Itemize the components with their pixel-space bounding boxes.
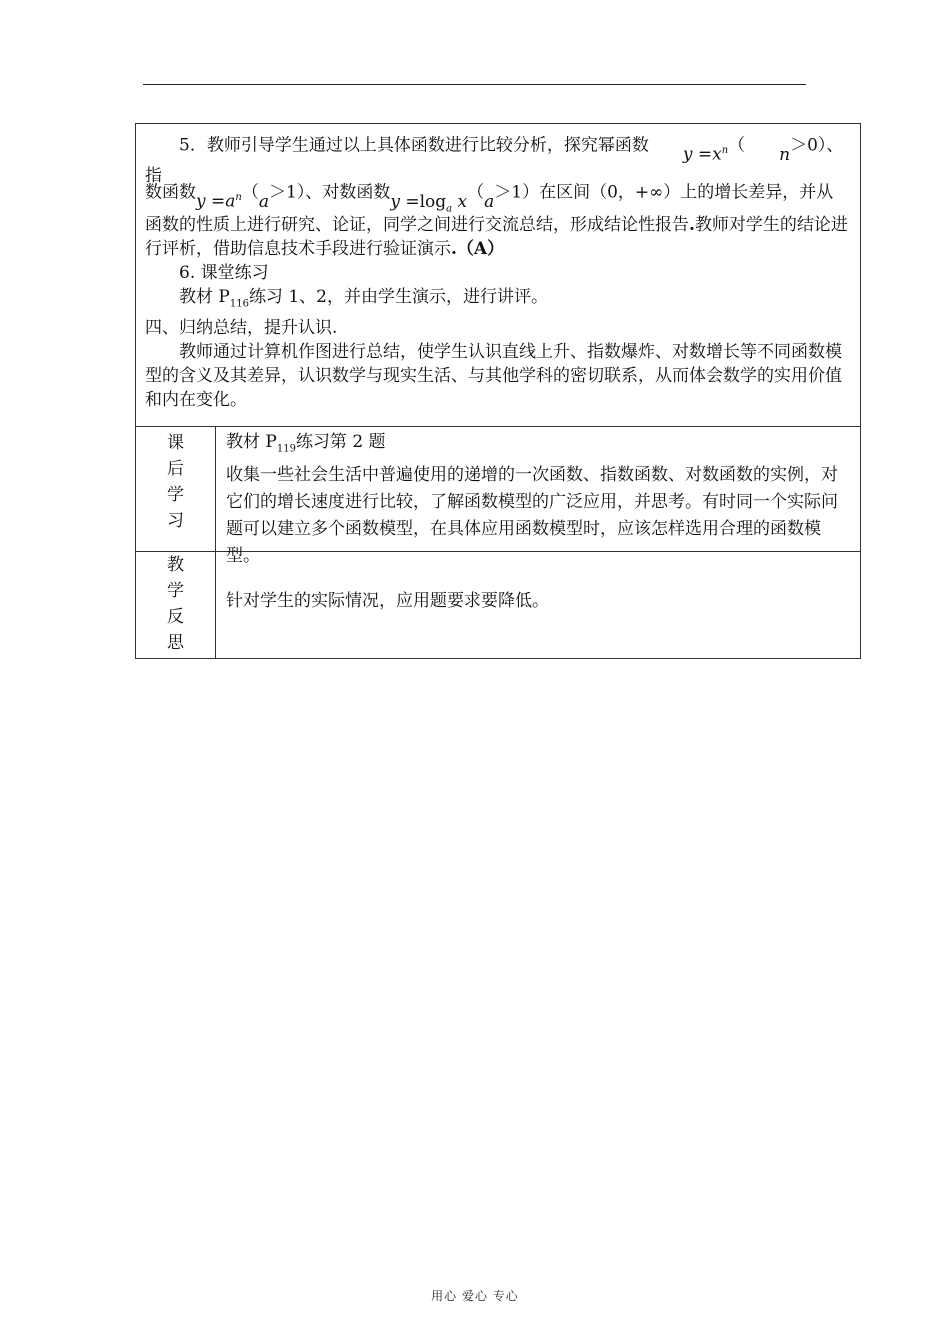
reflection-row <box>136 551 860 658</box>
power-condition: ＞0）、指 <box>145 135 844 186</box>
homework-content <box>216 427 860 567</box>
homework-row <box>136 426 860 567</box>
homework-description: 收集一些社会生活中普遍使用的递增的一次函数、指数函数、对数函数的实例，对它们的增长速度进行比较，了解函数模型的广泛应用，并思考。有时同一个实际问题可以建立多个函数模型，在具体应用函数模型时，应该怎样选用合理的函数模型。 <box>226 465 838 567</box>
step-6-body: 教材 $P_{116}$练习 1、2，并由学生演示，进行讲评。 <box>179 287 548 310</box>
step-5-text-3: 函数的性质上进行研究、论证，同学之间进行交流总结，形成结论性报告 <box>145 215 689 235</box>
homework-label: 课 后 学 习 <box>136 427 216 551</box>
reflection-label: 教 学 反 思 <box>136 552 216 658</box>
step-5-text-4: 教师对学生的结论进行评析，借助信息技术手段进行验证演示 <box>145 215 848 259</box>
section-4-title: 四、归纳总结，提升认识. <box>145 318 338 339</box>
page-footer: 用心 爱心 专心 <box>431 1289 519 1303</box>
step-5-text-1: 5．教师引导学生通过以上具体函数进行比较分析，探究幂函数 <box>179 135 649 156</box>
section-4-body: 教师通过计算机作图进行总结，使学生认识直线上升、指数爆炸、对数增长等不同函数模型的含义及其差异，认识数学与现实生活、与其他学科的密切联系，从而体会数学的实用价值和内在变化。 <box>145 342 842 411</box>
step-6-title: 6. 课堂练习 <box>179 263 269 283</box>
power-function-formula: $y =x^n$ <box>682 144 729 165</box>
header-rule <box>143 84 806 85</box>
step-5-line-2: 数函数$y =a^n(a>1)$、对数函数$y =\log_a$ x（a＞1）在区间（0，+∞）上的增长差异，并从 <box>145 169 852 213</box>
homework-assignment: 教材 $P_{119}$练习第 2 题 <box>226 432 386 455</box>
lesson-table <box>135 123 861 659</box>
lesson-steps-cell <box>136 124 860 426</box>
step-5-continued: 数函数$y =a^n(a>1)$、对数函数$y =\log_a$ x（a＞1）在区间（0，+∞）上的增长差异，并从 函数的性质上进行研究、论证，同学之间进行交流总结，形成结论性报告.教师对学生的结论进行评析，借助信息技术手段进行验证演示.（A） <box>145 169 852 261</box>
step-5-paragraph <box>145 127 852 186</box>
exponential-function-formula: $y =a^n$ <box>196 191 242 212</box>
reflection-content: 针对学生的实际情况，应用题要求要降低。 <box>226 590 549 611</box>
step-5-level-tag: .（A） <box>451 239 505 259</box>
logarithm-function-formula: $y =\log_a$ x <box>390 191 468 215</box>
step-5-line-1: 5．教师引导学生通过以上具体函数进行比较分析，探究幂函数 $y =x^n$（ n＞0）、指 <box>145 135 844 186</box>
power-exponent-var: n <box>779 144 791 165</box>
